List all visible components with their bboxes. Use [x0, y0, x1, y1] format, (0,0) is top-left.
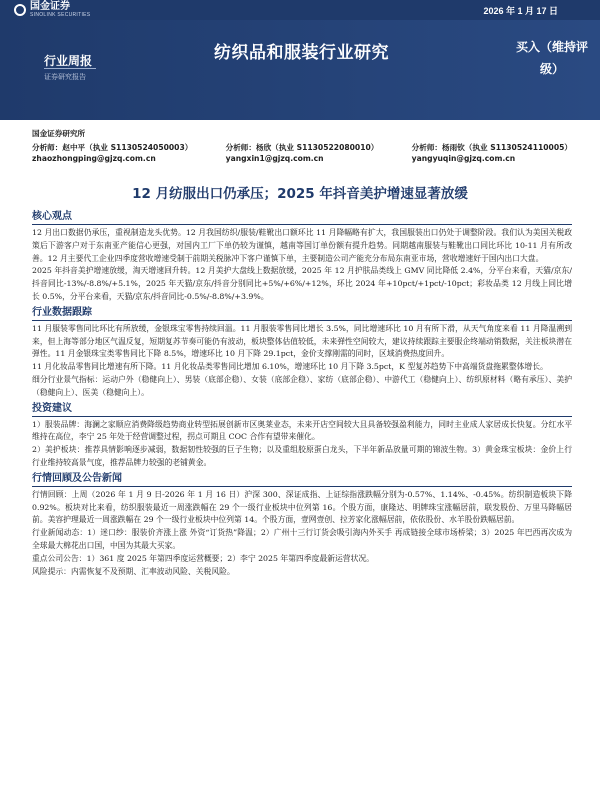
author-1 [32, 142, 192, 164]
author-label: 分析师：赵中平（执业 S1130524050003） [32, 143, 193, 152]
authors-block [32, 128, 572, 164]
paragraph: 2）美护板块：推荐具情影响逐步减弱，数据韧性较强的巨子生物；以及重组胶原蛋白龙头，下半年新品放量可期的锦波生物。3）黄金珠宝板块：金价上行行业维持较高景气度，推荐品牌力较强的老铺黄金。 [32, 445, 572, 467]
author-email[interactable]: yangyuqin@gjzq.com.cn [411, 154, 516, 163]
section-divider [32, 320, 572, 321]
paragraph: 行情回顾：上周（2026 年 1 月 9 日-2026 年 1 月 16 日）沪深 300、深证成指、上证综指涨跌幅分别为-0.57%、1.14%、-0.45%。纺织制造板块下降 0.92%。板块对比来看，纺织服装最近一周涨跌幅在 29 个一级行业板块中位列第 16。个股方面，康隆达、明牌珠宝涨幅居前，联发股份、万里马降幅居前。美容护理最近一周涨跌幅在 29 个一级行业板块中位列第 14。个股方面，壹网壹创、拉芳家化涨幅居前，依依股份、水羊股份跌幅居前。 [32, 489, 572, 525]
report-date: 2026 年 1 月 17 日 [483, 6, 558, 16]
section-heading-market: 行情回顾及公告新闻 [32, 472, 122, 484]
divider [44, 68, 96, 69]
logo-icon [14, 4, 26, 16]
report-body [32, 208, 572, 578]
section-heading-invest: 投资建议 [32, 402, 72, 414]
logo-subtext: SINOLINK SECURITIES [30, 12, 91, 18]
rating-line-2: 级） [539, 62, 564, 76]
rating-badge [508, 36, 596, 80]
section-divider [32, 224, 572, 225]
section-divider [32, 416, 572, 417]
author-label: 分析师：杨雨钦（执业 S1130524110005） [411, 143, 572, 152]
page-title: 纺织品和服装行业研究 [214, 43, 389, 63]
top-bar [0, 0, 600, 20]
author-2 [226, 142, 379, 164]
logo-text: 国金证券 [30, 1, 70, 12]
author-3 [412, 142, 572, 164]
report-headline: 12 月纺服出口仍承压；2025 年抖音美护增速显著放缓 [132, 186, 468, 202]
paragraph: 1）服装品牌：海澜之家顺应消费降级趋势商业转型拓展创新市区奥莱业态，未来开店空间较大且具备较强盈利能力，同时主业成人家居成长快复。分红水平维持在高位，李宁 25 年处于经营调整过程，拐点可期且 COC 合作有望带来催化。 [32, 419, 572, 442]
report-type: 行业周报 [44, 54, 93, 68]
paragraph: 重点公司公告：1）361 度 2025 年第四季度运营概要；2）李宁 2025 年第四季度最新运营状况。 [32, 553, 374, 563]
section-divider [32, 486, 572, 487]
paragraph: 12 月出口数据仍承压，重视制造龙头优势。12 月我国纺织/服装/鞋靴出口额环比 11 月降幅略有扩大，我国服装出口仍处于调整阶段。我们认为美国关税政策后下游客户对于东南亚产能信心更强，对国内工厂下单仍较为谨慎，越南等国订单份额有提升趋势。同期越南服装与鞋靴出口同比环比 10-11 月有所改善。12 月主要代工企业四季度营收增速受制于前期关税脉冲下客户谨慎下单，主要制造公司产能充分布局东南亚市场，营收增速好于国内出口大盘。 [32, 228, 572, 263]
paragraph: 风险提示：内需恢复不及预期、汇率波动风险、关税风险。 [32, 566, 235, 576]
paragraph: 行业新闻动态：1）迷口纱：服装价齐涨上涨 外资“订货热”降温；2）广州十三行订货会吸引海内外买手 再成链接全球市场桥梁；3）2025 年巴西再次成为全球最大棉花出口国，中国为其最大买家。 [32, 528, 572, 550]
report-category: 证券研究报告 [44, 74, 86, 81]
brand-logo [14, 0, 90, 20]
author-email[interactable]: zhaozhongping@gjzq.com.cn [32, 154, 156, 163]
rating-line-1: 买入（维持评 [515, 40, 588, 54]
paragraph: 2025 年抖音美护增速放缓，淘天增速回升转。12 月美护大盘线上数据放缓，2025 年 12 月护肤品类线上 GMV 同比降低 2.4%，分平台来看，天猫/京东/抖音同比-13%/-8.8%/+5.1%，2025 年天猫/京东/抖音分别同比+5%/+6%/+12%，环比 2024 年+10pct/+1pct/-10pct；彩妆品类 12 月线上同比增长 0.5%，分平台来看，天猫/京东/抖音同比-0.5%/-8.8%/+3.9%。 [32, 266, 572, 301]
author-email[interactable]: yangxin1@gjzq.com.cn [225, 154, 324, 163]
paragraph: 细分行业景气指标：运动户外（稳健向上）、男装（底部企稳）、女装（底部企稳）、家纺（底部企稳）、中游代工（稳健向上）、纺织原材料（略有承压）、美护（稳健向上）、医美（稳健向上）。 [32, 374, 572, 397]
section-heading-data: 行业数据跟踪 [32, 306, 92, 318]
institute-name: 国金证券研究所 [32, 129, 86, 138]
paragraph: 11 月服装零售同比环比有所放缓，金银珠宝零售持续回温。11 月服装零售同比增长 3.5%，同比增速环比 10 月有所下滑，从天气角度来看 11 月降温溯到来，但上海等部分地区气温反复，短期复苏节奏可能仍有波动，板块整体估值较低，未来弹性空间较大，建议持续跟踪主要服企终端动销数据，关注板块潜在弹性。11 月金银珠宝类零售同比下降 8.5%，增速环比 10 月下降 29.1pct，金价支撑刚需的同时，区域消费热度回升。 [32, 323, 572, 359]
paragraph: 11 月化妆品零售同比增速有所下降。11 月化妆品类零售同比增加 6.10%，增速环比 10 月下降 3.5pct，K 型复苏趋势下中高端货盘拖累整体增长。 [32, 362, 548, 372]
author-label: 分析师：杨欣（执业 S1130522080010） [225, 143, 379, 152]
section-heading-core: 核心观点 [32, 211, 72, 222]
